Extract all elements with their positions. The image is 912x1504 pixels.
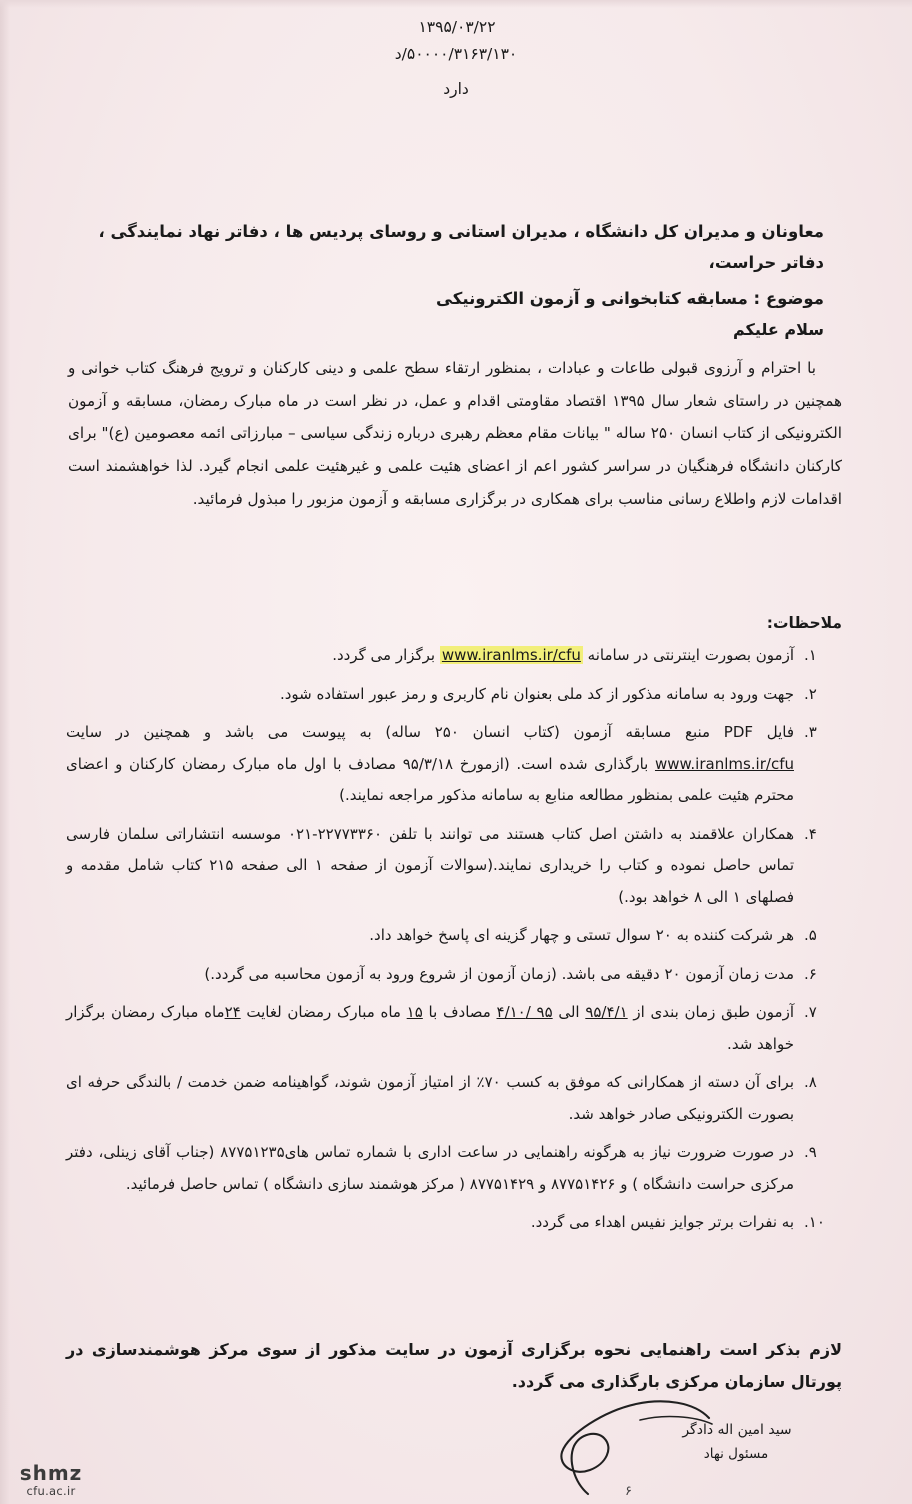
note-emphasis: ۹۵ /۴/۱۰ (496, 1003, 553, 1021)
note-item (66, 679, 842, 711)
addressee-block (78, 216, 824, 339)
notes-title: ملاحظات: (766, 614, 842, 632)
note-text-run: مدت زمان آزمون ۲۰ دقیقه می باشد. (زمان آزمون از شروع ورود به آزمون محاسبه می گردد.) (204, 964, 794, 983)
note-text-run: برگزار می گردد. (332, 646, 440, 664)
note-text (66, 997, 794, 1060)
closing-paragraph: لازم بذکر است راهنمایی نحوه برگزاری آزمون در سایت مذکور از سوی مرکز هوشمندسازی در پورتال سازمان مرکزی بارگذاری می گردد. (66, 1340, 842, 1391)
subject-line: موضوع : مسابقه کتابخوانی و آزمون الکترونیکی (436, 288, 824, 308)
note-item (66, 717, 842, 812)
note-text (66, 819, 794, 914)
letterhead (0, 14, 912, 103)
page-mark: ۶ (625, 1484, 632, 1499)
signer-role: مسئول نهاد (703, 1446, 769, 1462)
note-text-run: همکاران علاقمند به داشتن اصل کتاب هستند می توانند با تلفن ۲۲۷۷۳۳۶۰-۰۲۱ موسسه انتشاراتی سلمان فارسی تماس حاصل نموده و کتاب را خریداری نمایند.(سوالات آزمون از صفحه ۱ الی صفحه ۲۱۵ کتاب شامل مقدمه و فصلهای ۱ الی ۸ خواهد بود.) (66, 824, 795, 906)
salutation-line: سلام علیکم (732, 319, 824, 339)
note-text-run: بارگذاری شده است. (ازمورخ ۹۵/۳/۱۸ مصادف با اول ماه مبارک رمضان کارکنان و اعضای محترم هئیت علمی بمنظور مطالعه منابع به سامانه مذکور مراجعه نمایند.) (66, 754, 794, 804)
note-number: ۶. (804, 964, 817, 983)
note-number: ۹. (804, 1143, 817, 1161)
note-text (66, 717, 794, 812)
note-text-run: جهت ورود به سامانه مذکور از کد ملی بعنوان نام کاربری و رمز عبور استفاده شود. (279, 684, 794, 703)
note-text (66, 640, 794, 672)
note-item (66, 640, 842, 672)
note-number: ۴. (804, 824, 817, 843)
note-text (66, 1207, 794, 1239)
note-number: ۲. (804, 684, 817, 703)
note-text (66, 920, 794, 952)
note-item (66, 959, 842, 991)
addressee-line: معاونان و مدیران کل دانشگاه ، مدیران استانی و روسای پردیس ها ، دفاتر نهاد نمایندگی ، دفاتر حراست، (98, 222, 824, 273)
note-text (66, 959, 794, 991)
note-text (66, 1137, 794, 1200)
note-number: ۷. (804, 1003, 817, 1021)
note-item (66, 819, 842, 914)
note-number: ۱۰. (804, 1213, 825, 1231)
body-paragraph-text: با احترام و آرزوی قبولی طاعات و عبادات ، بمنظور ارتقاء سطح علمی و دینی کارکنان و ترویج فرهنگ کتاب خوانی و همچنین در راستای شعار سال ۱۳۹۵ اقتصاد مقاومتی اقدام و عمل، در نظر است در ماه مبارک رمضان، مسابقه و آزمون الکترونیکی از کتاب انسان ۲۵۰ ساله " بیانات مقام معظم رهبری درباره زندگی سیاسی – مبارزاتی ائمه معصومین (ع)" برای کارکنان دانشگاه فرهنگیان در سراسر کشور اعم از اعضای هئیت علمی و غیرهئیت علمی انجام گیرد. لذا خواهشمند است اقدامات لازم واطلاع رسانی مناسب برای همکاری در برگزاری مسابقه و آزمون مزبور را مبذول فرمائید. (68, 359, 842, 508)
signer-name: سید امین اله دادگر (682, 1422, 792, 1438)
footer-url: cfu.ac.ir (26, 1484, 76, 1498)
note-number: ۳. (804, 723, 817, 741)
note-text-run: برای آن دسته از همکارانی که موفق به کسب ۷۰٪ از امتیاز آزمون شوند، گواهینامه ضمن خدمت / بالندگی حرفه ای بصورت الکترونیکی صادر خواهد شد. (66, 1073, 795, 1123)
note-number: ۱. (804, 646, 817, 664)
note-text (66, 679, 794, 711)
letter-date: ۱۳۹۵/۰۳/۲۲ (418, 18, 496, 36)
signature-block (542, 1400, 802, 1499)
note-emphasis: ۲۴ (224, 1003, 241, 1021)
note-text-run: در صورت ضرورت نیاز به هرگونه راهنمایی در ساعت اداری با شماره تماس های۸۷۷۵۱۲۳۵ (جناب آقای زینلی، دفتر مرکزی حراست دانشگاه ) و ۸۷۷۵۱۴۲۶ و ۸۷۷۵۱۴۲۹ ( مرکز هوشمند سازی دانشگاه ) تماس حاصل فرمائید. (66, 1143, 794, 1193)
footer-stamp (8, 1463, 94, 1498)
note-number: ۸. (804, 1073, 817, 1091)
letter-number: ۵۰۰۰۰/۳۱۶۳/۱۳۰/د (394, 45, 518, 64)
note-text-run: مصادف با (422, 1003, 497, 1021)
notes-list (66, 640, 842, 1246)
note-text-run: آزمون بصورت اینترنتی در سامانه (582, 646, 794, 664)
handwritten-signature-icon (544, 1390, 814, 1500)
note-item (66, 1067, 842, 1130)
note-text-run: الی (552, 1003, 586, 1021)
footer-logo: shmz (19, 1461, 83, 1485)
exam-portal-link[interactable]: www.iranlms.ir/cfu (441, 646, 581, 664)
note-text-run: ماه مبارک رمضان برگزار خواهد شد. (66, 1003, 794, 1053)
note-text-run: به نفرات برتر جوایز نفیس اهداء می گردد. (530, 1213, 794, 1231)
note-number: ۵. (804, 926, 817, 944)
note-item (66, 1137, 842, 1200)
body-paragraph (68, 352, 842, 515)
note-text (66, 1067, 794, 1130)
note-text-run: ماه مبارک رمضان لغایت (240, 1003, 407, 1021)
note-text-run: هر شرکت کننده به ۲۰ سوال تستی و چهار گزینه ای پاسخ خواهد داد. (369, 926, 794, 944)
note-item (66, 997, 842, 1060)
note-text-run: فایل PDF منبع مسابقه آزمون (کتاب انسان ۲۵۰ ساله) به پیوست می باشد و همچنین در سایت (66, 723, 795, 741)
letter-attachment: دارد (443, 80, 469, 99)
note-text-run: آزمون طبق زمان بندی از (627, 1003, 794, 1021)
note-item (66, 1207, 842, 1239)
note-item (66, 920, 842, 952)
note-emphasis: ۱۵ (406, 1003, 423, 1021)
exam-portal-link[interactable]: www.iranlms.ir/cfu (654, 754, 794, 773)
note-emphasis: ۹۵/۴/۱ (585, 1003, 628, 1021)
